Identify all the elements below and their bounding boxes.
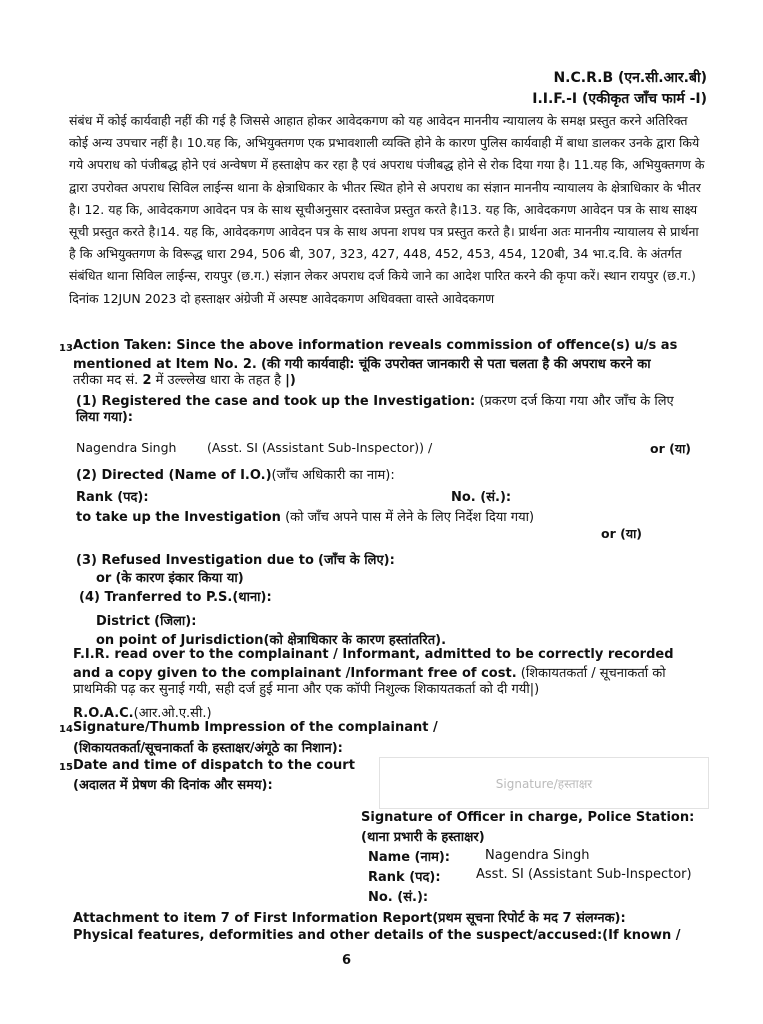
directed-label bbox=[76, 465, 395, 483]
action-taken-line3-b: 2 bbox=[142, 373, 152, 388]
take-up-investigation-hi: (को जाँच अपने पास में लेने के लिए निर्देश दिया गया) bbox=[285, 510, 535, 525]
directed-label-en: (2) Directed (Name of I.O.) bbox=[76, 468, 272, 483]
fir-readover-line2-hi: (शिकायतकर्ता / सूचनाकर्ता को bbox=[520, 666, 666, 681]
take-up-investigation-en: to take up the Investigation bbox=[76, 510, 281, 525]
jurisdiction-label bbox=[96, 630, 446, 648]
directed-label-hi: (जाँच अधिकारी का नाम): bbox=[271, 468, 395, 483]
complainant-signature-label: Signature/Thumb Impression of the complainant / bbox=[73, 720, 438, 735]
officer-name-label: Name (नाम): bbox=[368, 850, 450, 865]
officer-name-value: Nagendra Singh bbox=[485, 848, 590, 863]
transferred-label-en: (4) Tranferred to P.S. bbox=[79, 590, 233, 605]
dispatch-date-label-hi: (अदालत में प्रेषण की दिनांक और समय): bbox=[73, 778, 273, 793]
registered-case-label-hi: (प्रकरण दर्ज किया गया और जाँच के लिए bbox=[479, 394, 674, 409]
roac-label-en: R.O.A.C. bbox=[73, 706, 134, 721]
officer-signature-title-hi: (थाना प्रभारी के हस्ताक्षर) bbox=[361, 830, 485, 845]
directed-or: or (या) bbox=[601, 526, 643, 541]
registered-officer-rank: (Asst. SI (Assistant Sub-Inspector)) / bbox=[207, 440, 433, 455]
form-title: I.I.F.-I (एकीकृत जाँच फार्म -I) bbox=[532, 91, 707, 107]
jurisdiction-label-hi: (को क्षेत्राधिकार के कारण हस्तांतरित). bbox=[263, 633, 447, 648]
refused-label-en: (3) Refused Investigation due to bbox=[76, 553, 314, 568]
fir-readover-line2-en: and a copy given to the complainant /Informant free of cost. bbox=[73, 666, 517, 681]
action-taken-line3-a: तरीका मद सं. bbox=[73, 373, 139, 388]
directed-no-label: No. (सं.): bbox=[451, 490, 512, 505]
attachment-title-en: Attachment to item 7 of First Information Report bbox=[73, 911, 433, 926]
roac-label-hi: (आर.ओ.ए.सी.) bbox=[133, 706, 212, 721]
complaint-paragraph: संबंध में कोई कार्यवाही नहीं की गई है जिससे आहात होकर आवेदकगण को यह आवेदन माननीय न्यायालय के समक्ष प्रस्तुत करने अतिरिक्त कोई अन्य उपचार नहीं है। 10.यह कि, अभियुक्तगण एक प्रभावशाली व्यक्ति होने के कारण पुलिस कार्यवाही में बाधा डालकर उनके द्वारा किये गये अपराध को पंजीबद्ध होने एवं अन्वेषण में हस्ताक्षेप कर रहा है एवं अपराध पंजीबद्ध होने से रोक दिया गया है। 11.यह कि, अभियुक्तगण के द्वारा उपरोक्त अपराध सिविल लाईन्स थाना के क्षेत्राधिकार के भीतर स्थित होने से अपराध का संज्ञान माननीय न्यायालय के क्षेत्राधिकार के भीतर है। 12. यह कि, आवेदकगण आवेदन पत्र के साथ सूचीअनुसार दस्तावेज प्रस्तुत करते है।13. यह कि, आवेदकगण आवेदन पत्र के साथ साक्ष्य सूची प्रस्तुत करते है।14. यह कि, आवेदकगण आवेदन पत्र के साथ अपना शपथ पत्र प्रस्तुत करते है। प्रार्थना अतः माननीय न्यायालय से प्रार्थना है कि अभियुक्तगण के विरूद्ध धारा 294, 506 बी, 307, 323, 427, 448, 452, 453, 454, 120बी, 34 भा.द.वि. के अंतर्गत संबंधित थाना सिविल लाईन्स, रायपुर (छ.ग.) संज्ञान लेकर अपराध दर्ज किये जाने का आदेश पारित करने की कृपा करें। स्थान रायपुर (छ.ग.) दिनांक 12JUN 2023 दो हस्ताक्षर अंग्रेजी में अस्पष्ट आवेदकगण अधिवक्ता वास्ते आवेदकगण bbox=[69, 113, 705, 306]
officer-rank-value: Asst. SI (Assistant Sub-Inspector) bbox=[476, 867, 692, 882]
roac-label bbox=[73, 703, 212, 721]
refused-label bbox=[76, 550, 395, 568]
take-up-investigation bbox=[76, 507, 534, 525]
signature-box[interactable] bbox=[379, 757, 709, 809]
fir-readover-line1: F.I.R. read over to the complainant / Informant, admitted to be correctly recorded bbox=[73, 647, 674, 662]
district-label-en: District bbox=[96, 614, 150, 629]
refused-or-line bbox=[96, 568, 244, 586]
action-taken-line1: Action Taken: Since the above information reveals commission of offence(s) u/s as bbox=[73, 338, 678, 353]
item-13-number: 13 bbox=[59, 343, 73, 354]
district-label bbox=[96, 611, 196, 629]
fir-readover-line3: प्राथमिकी पढ़ कर सुनाई गयी, सही दर्ज हुई माना और एक कॉपी निशुल्क शिकायतकर्ता को दी गयी|) bbox=[73, 682, 540, 697]
officer-no-label: No. (सं.): bbox=[368, 890, 429, 905]
physical-features-label: Physical features, deformities and other details of the suspect/accused:(If known / bbox=[73, 928, 681, 943]
page-number: 6 bbox=[342, 953, 352, 968]
refused-label-hi: (जाँच के लिए): bbox=[318, 553, 395, 568]
attachment-title-hi: (प्रथम सूचना रिपोर्ट के मद 7 संलग्नक): bbox=[432, 911, 626, 926]
registered-or: or (या) bbox=[650, 441, 692, 456]
signature-placeholder: Signature/हस्ताक्षर bbox=[495, 777, 593, 791]
complainant-signature-label-hi: (शिकायतकर्ता/सूचनाकर्ता के हस्ताक्षर/अंगूठे का निशान): bbox=[73, 741, 343, 756]
officer-signature-title: Signature of Officer in charge, Police Station: bbox=[361, 810, 695, 825]
district-label-hi: (जिला): bbox=[154, 614, 197, 629]
action-taken-line2-hi: (की गयी कार्यवाही: चूंकि उपरोक्त जानकारी से पता चलता है की अपराध करने का bbox=[260, 357, 651, 372]
directed-rank-label: Rank (पद): bbox=[76, 490, 149, 505]
transferred-label bbox=[79, 587, 272, 605]
dispatch-date-label: Date and time of dispatch to the court bbox=[73, 758, 355, 773]
refused-or: or bbox=[96, 571, 112, 586]
item-14-number: 14 bbox=[59, 724, 73, 735]
registered-case-label bbox=[76, 391, 674, 409]
ncrb-header: N.C.R.B (एन.सी.आर.बी) bbox=[553, 70, 707, 86]
registered-case-label-en: (1) Registered the case and took up the Investigation: bbox=[76, 394, 476, 409]
registered-case-label-hi2: लिया गया): bbox=[76, 410, 133, 425]
refused-or-hi: (के कारण इंकार किया या) bbox=[115, 571, 244, 586]
action-taken-line3-c: में उल्ल्लेख धारा के तहत है bbox=[155, 373, 282, 388]
attachment-title bbox=[73, 908, 626, 926]
action-taken-line2-en: mentioned at Item No. 2. bbox=[73, 357, 257, 372]
jurisdiction-label-en: on point of Jurisdiction bbox=[96, 633, 264, 648]
item-15-number: 15 bbox=[59, 762, 73, 773]
transferred-label-hi: (थाना): bbox=[232, 590, 272, 605]
officer-rank-label: Rank (पद): bbox=[368, 870, 441, 885]
action-taken-line3 bbox=[73, 370, 296, 388]
action-taken-line3-d: |) bbox=[285, 373, 296, 388]
registered-officer-name: Nagendra Singh bbox=[76, 440, 177, 455]
